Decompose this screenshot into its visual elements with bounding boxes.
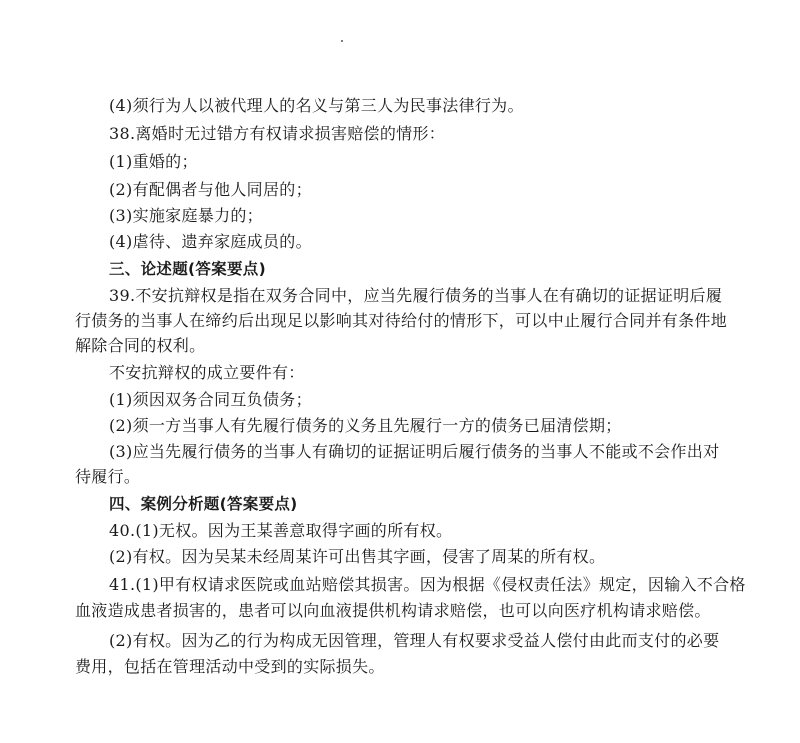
text-line: 38.离婚时无过错方有权请求损害赔偿的情形： (109, 124, 446, 143)
text-line: (1)重婚的； (109, 152, 198, 171)
text-line: (3)实施家庭暴力的； (109, 206, 263, 225)
text-line: (2)有配偶者与他人同居的； (109, 180, 312, 199)
text-line: 血液造成患者损害的，患者可以向血液提供机构请求赔偿，也可以向医疗机构请求赔偿。 (75, 601, 711, 620)
text-line: 解除合同的权利。 (75, 336, 206, 355)
text-line: (2)有权。因为乙的行为构成无因管理，管理人有权要求受益人偿付由此而支付的必要 (109, 631, 720, 650)
text-line: (3)应当先履行债务的当事人有确切的证据证明后履行债务的当事人不能或不会作出对 (109, 442, 720, 461)
section-heading: 四、案例分析题(答案要点) (109, 495, 298, 513)
text-line: (1)须因双务合同互负债务； (109, 390, 312, 409)
text-line: 行债务的当事人在缔约后出现足以影响其对待给付的情形下，可以中止履行合同并有条件地 (75, 311, 728, 330)
text-line: 待履行。 (75, 467, 141, 486)
section-heading: 三、论述题(答案要点) (109, 260, 266, 278)
text-line: (4)须行为人以被代理人的名义与第三人为民事法律行为。 (109, 96, 524, 115)
text-line: 39.不安抗辩权是指在双务合同中，应当先履行债务的当事人在有确切的证据证明后履 (109, 286, 723, 305)
text-line: 不安抗辩权的成立要件有： (109, 363, 305, 382)
text-line: 40.(1)无权。因为王某善意取得字画的所有权。 (109, 521, 453, 540)
scan-speck (341, 40, 343, 42)
text-line: 41.(1)甲有权请求医院或血站赔偿其损害。因为根据《侵权责任法》规定，因输入不合格 (109, 575, 746, 594)
text-line: (2)有权。因为吴某未经周某许可出售其字画，侵害了周某的所有权。 (109, 547, 606, 566)
text-line: 费用，包括在管理活动中受到的实际损失。 (75, 657, 385, 676)
text-line: (2)须一方当事人有先履行债务的义务且先履行一方的债务已届清偿期； (109, 416, 622, 435)
text-line: (4)虐待、遗弃家庭成员的。 (109, 232, 312, 251)
